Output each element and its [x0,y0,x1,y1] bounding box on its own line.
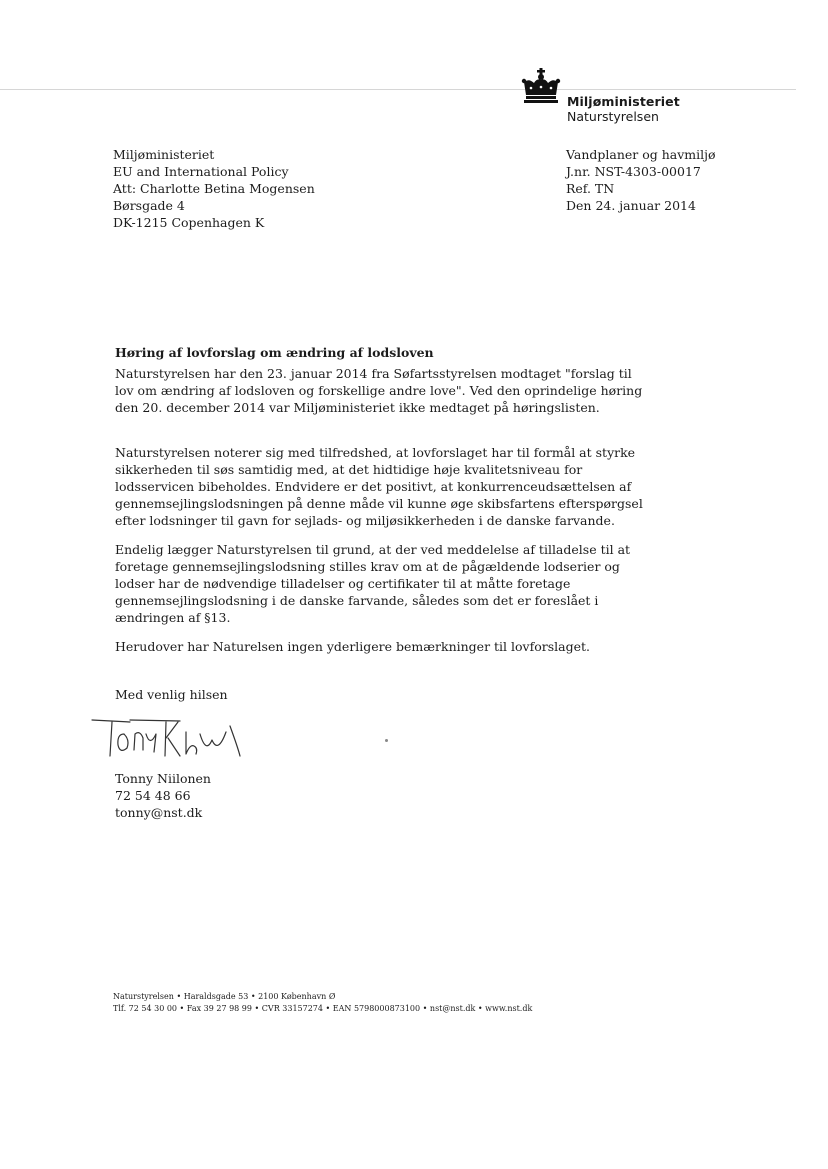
letterhead-rule [0,89,796,90]
paragraph-line: sikkerheden til søs samtidig med, at det hidtidige høje kvalitetsniveau for [115,462,583,477]
recipient-line: Miljøministeriet [113,147,215,162]
signer-phone: 72 54 48 66 [115,788,191,803]
ministry-name: Miljøministeriet [567,94,680,109]
recipient-line: Børsgade 4 [113,198,185,213]
signer-email: tonny@nst.dk [115,805,203,820]
paragraph-line: efter lodsninger til gavn for sejlads- og miljøsikkerheden i de danske farvande. [115,513,615,528]
footer-contact: Tlf. 72 54 30 00 • Fax 39 27 98 99 • CVR 33157274 • EAN 5798000873100 • nst@nst.dk • www.nst.dk [113,1003,533,1013]
paragraph-line: ændringen af §13. [115,610,231,625]
paragraph [115,365,643,416]
paragraph-line: gennemsejlingslodsningen på denne måde vil kunne øge skibsfartens efterspørgsel [115,496,643,511]
paragraph-line: lodser har de nødvendige tilladelser og certifikater til at måtte foretage [115,576,571,591]
handwritten-signature [90,712,260,762]
paragraph-line: Herudover har Naturelsen ingen yderligere bemærkninger til lovforslaget. [115,639,590,654]
recipient-line: Att: Charlotte Betina Mogensen [113,181,315,196]
paragraph-line: gennemsejlingslodsning i de danske farvande, således som det er foreslået i [115,593,599,608]
letter-subject: Høring af lovforslag om ændring af lodsloven [115,345,434,360]
paragraph [115,541,631,626]
reference-line: J.nr. NST-4303-00017 [566,164,701,179]
closing-salutation: Med venlig hilsen [115,687,228,702]
recipient-address [113,146,315,231]
reference-block [566,146,716,214]
crown-logo-icon [521,68,561,104]
paragraph-line: Naturstyrelsen noterer sig med tilfredshed, at lovforslaget har til formål at styrke [115,445,636,460]
reference-line: Vandplaner og havmiljø [566,147,716,162]
recipient-line: EU and International Policy [113,164,289,179]
reference-date: Den 24. januar 2014 [566,198,696,213]
paragraph-line: lodsservicen bibeholdes. Endvidere er det positivt, at konkurrenceudsættelsen af [115,479,632,494]
paragraph-line: lov om ændring af lodsloven og forskellige andre love". Ved den oprindelige høring [115,383,643,398]
recipient-line: DK-1215 Copenhagen K [113,215,265,230]
paragraph-line: Endelig lægger Naturstyrelsen til grund, at der ved meddelelse af tilladelse til at [115,542,631,557]
paragraph-line: Naturstyrelsen har den 23. januar 2014 fra Søfartsstyrelsen modtaget "forslag til [115,366,632,381]
paragraph [115,444,643,529]
paragraph-line: foretage gennemsejlingslodsning stilles krav om at de pågældende lodserier og [115,559,620,574]
paragraph-line: den 20. december 2014 var Miljøministeriet ikke medtaget på høringslisten. [115,400,600,415]
letterhead-logo-text [567,94,680,124]
footer-address: Naturstyrelsen • Haraldsgade 53 • 2100 København Ø [113,992,336,1001]
page-footer [113,991,532,1014]
signer-block [115,770,211,821]
agency-name: Naturstyrelsen [567,109,659,124]
reference-line: Ref. TN [566,181,615,196]
paragraph [115,638,590,655]
signer-name: Tonny Niilonen [115,771,211,786]
scan-speck [385,739,388,742]
